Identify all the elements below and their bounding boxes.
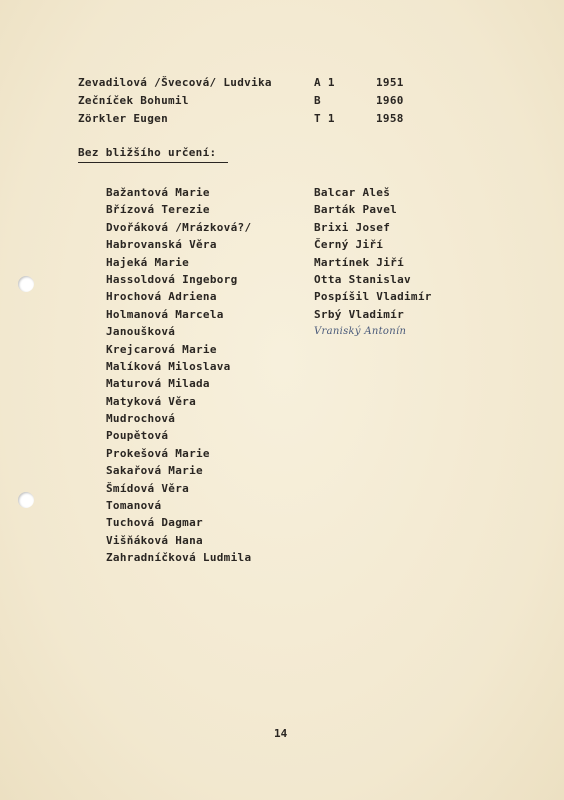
list-item: Krejcarová Marie — [106, 342, 217, 356]
list-item: Srbý Vladimír — [314, 307, 404, 321]
list-item: Zahradníčková Ludmila — [106, 551, 252, 565]
list-item: Hajeká Marie — [106, 255, 190, 269]
list-item: Šmídová Věra — [106, 481, 190, 495]
list-item: Malíková Miloslava — [106, 359, 231, 373]
list-item: Břízová Terezie — [106, 203, 210, 217]
entry-year: 1960 — [376, 94, 404, 107]
list-item: Pospíšil Vladimír — [314, 290, 432, 304]
entry-name: Zörkler Eugen — [78, 112, 168, 125]
list-item: Holmanová Marcela — [106, 307, 224, 321]
list-item: Višňáková Hana — [106, 533, 203, 547]
list-item: Maturová Milada — [106, 377, 210, 391]
entry-code: B — [314, 94, 321, 107]
list-item: Otta Stanislav — [314, 272, 411, 286]
list-item: Poupětová — [106, 429, 169, 443]
list-item: Tomanová — [106, 499, 162, 513]
list-item: Janoušková — [106, 325, 176, 339]
list-item: Barták Pavel — [314, 203, 398, 217]
entry-year: 1958 — [376, 112, 404, 125]
list-item: Prokešová Marie — [106, 446, 210, 460]
right-name-list — [314, 184, 432, 341]
list-item: Habrovanská Věra — [106, 238, 217, 252]
list-item: Martínek Jiří — [314, 255, 404, 269]
list-item: Bažantová Marie — [106, 186, 210, 199]
list-item: Balcar Aleš — [314, 186, 391, 199]
entry-code: T 1 — [314, 112, 335, 125]
list-item: Matyková Věra — [106, 394, 196, 408]
heading-underline — [78, 162, 228, 163]
entry-name: Zečníček Bohumil — [78, 94, 189, 107]
list-item: Sakařová Marie — [106, 464, 203, 478]
entry-name: Zevadilová /Švecová/ Ludvika — [78, 76, 272, 89]
list-item: Dvořáková /Mrázková?/ — [106, 220, 252, 234]
list-item: Černý Jiří — [314, 238, 384, 252]
page-number: 14 — [274, 727, 288, 740]
section-heading: Bez bližšího určení: — [78, 146, 217, 159]
punch-hole — [18, 492, 34, 508]
handwritten-note: Vraniský Antonín — [314, 326, 407, 338]
list-item: Hrochová Adriena — [106, 290, 217, 304]
punch-hole — [18, 276, 34, 292]
entry-code: A 1 — [314, 76, 335, 89]
list-item: Tuchová Dagmar — [106, 516, 203, 530]
list-item: Brixi Josef — [314, 220, 391, 234]
left-name-list — [106, 184, 251, 567]
list-item: Hassoldová Ingeborg — [106, 272, 238, 286]
entry-year: 1951 — [376, 76, 404, 89]
list-item: Mudrochová — [106, 412, 176, 426]
